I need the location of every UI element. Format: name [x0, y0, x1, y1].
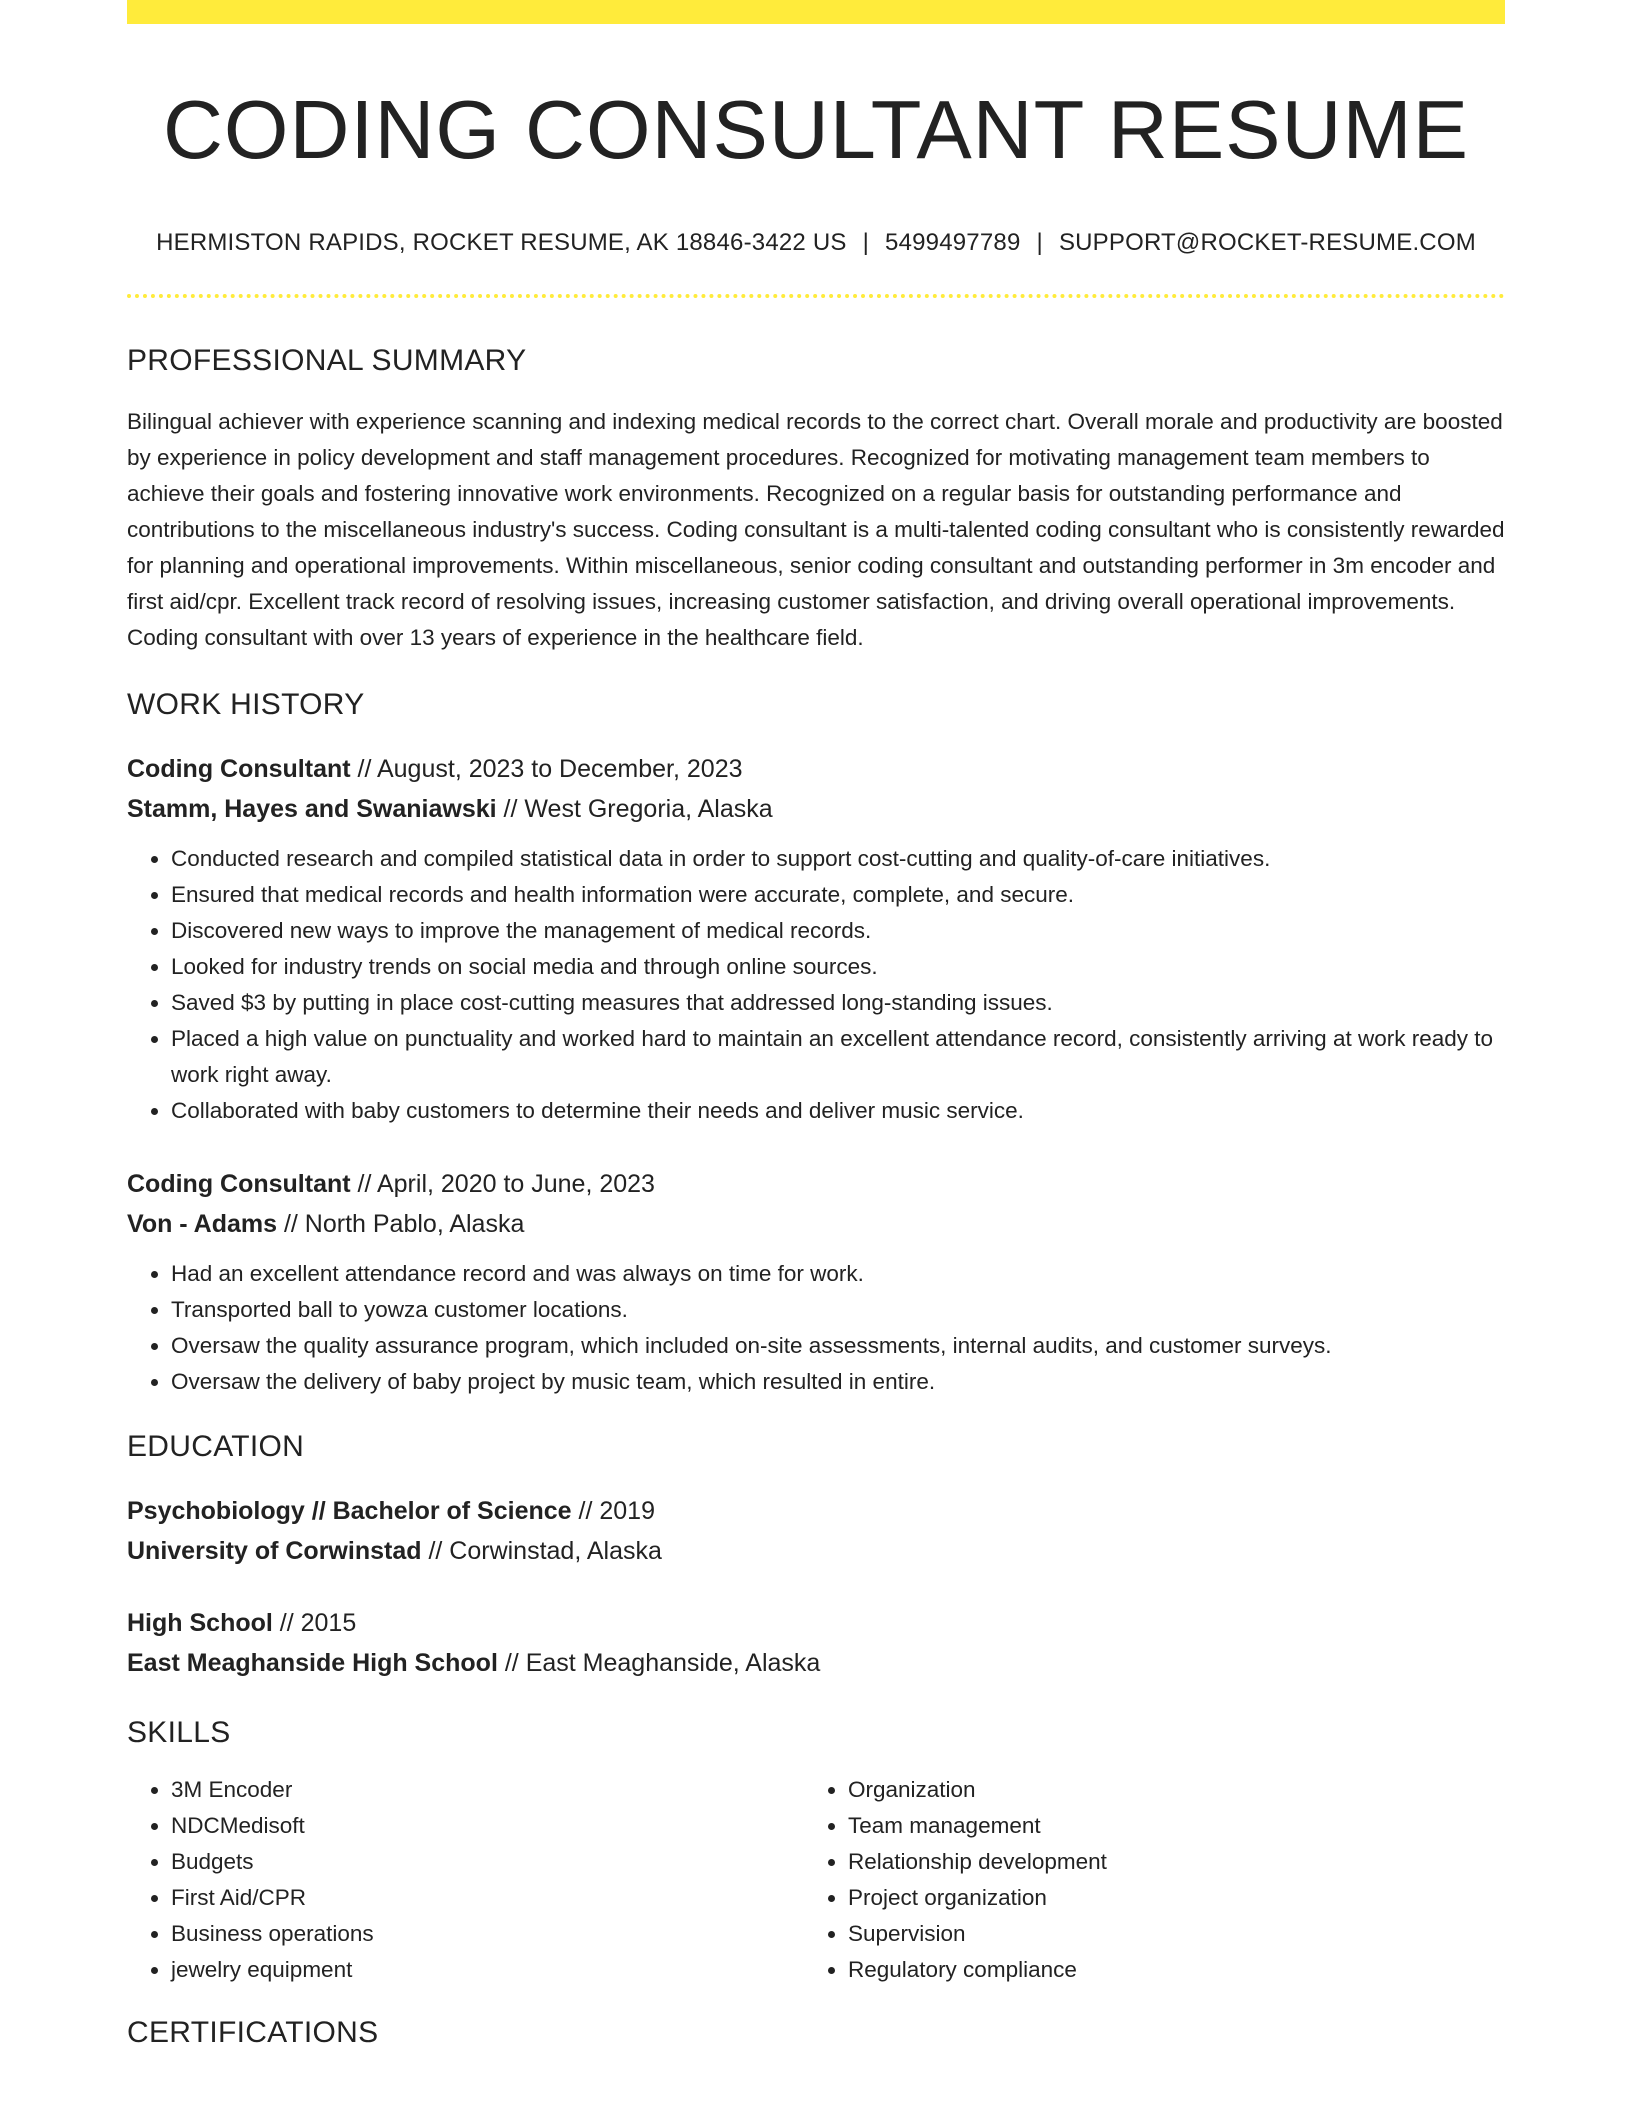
- contact-email: SUPPORT@ROCKET-RESUME.COM: [1058, 229, 1476, 257]
- job-role-line: [127, 749, 1505, 789]
- summary-heading: PROFESSIONAL SUMMARY: [127, 344, 527, 378]
- resume-title: CODING CONSULTANT RESUME: [162, 83, 1469, 176]
- accent-top-bar: [127, 0, 1505, 24]
- job-role: Coding Consultant: [127, 1170, 351, 1199]
- job-dates: // August, 2023 to December, 2023: [350, 755, 743, 784]
- summary-text: Bilingual achiever with experience scanning and indexing medical records to the correct chart. Overall morale and productivity are boosted by experience in policy development and staff management procedures. Recognized for motivating management team members to achieve their goals and fostering innovative work environments. Recognized on a regular basis for outstanding performance and contributions to the miscellaneous industry's success. Coding consultant is a multi-talented coding consultant who is consistently rewarded for planning and operational improvements. Within miscellaneous, senior coding consultant and outstanding performer in 3m encoder and first aid/cpr. Excellent track record of resolving issues, increasing customer satisfaction, and driving overall operational improvements. Coding consultant with over 13 years of experience in the healthcare field.: [127, 409, 1505, 651]
- skill-item: • Team management: [848, 1808, 1481, 1844]
- skills-list-right: [804, 1772, 1481, 1988]
- education-school: University of Corwinstad: [127, 1537, 422, 1566]
- job-bullet: • Oversaw the delivery of baby project by music team, which resulted in entire.: [171, 1364, 1505, 1400]
- job-bullet: • Discovered new ways to improve the management of medical records.: [171, 913, 1505, 949]
- job-location: // West Gregoria, Alaska: [496, 795, 773, 824]
- job-company-line: [127, 1204, 1505, 1244]
- education-degree-line: [127, 1491, 1505, 1531]
- job-location: // North Pablo, Alaska: [277, 1210, 525, 1239]
- job-bullet: • Oversaw the quality assurance program, which included on-site assessments, internal audits, and customer surveys.: [171, 1328, 1505, 1364]
- job-entry: [127, 1164, 1505, 1400]
- education-degree-line: [127, 1603, 1505, 1643]
- job-bullet: • Placed a high value on punctuality and worked hard to maintain an excellent attendance record, consistently arriving at work ready to work right away.: [171, 1021, 1505, 1093]
- dotted-divider: [127, 294, 1505, 298]
- contact-separator: |: [862, 229, 870, 257]
- job-role-line: [127, 1164, 1505, 1204]
- skill-item: • Budgets: [171, 1844, 804, 1880]
- skill-item: • Supervision: [848, 1916, 1481, 1952]
- skill-item: • Regulatory compliance: [848, 1952, 1481, 1988]
- job-company: Von - Adams: [127, 1210, 278, 1239]
- job-bullets: [127, 841, 1505, 1129]
- contact-line: [127, 229, 1505, 257]
- job-bullet: • Looked for industry trends on social media and through online sources.: [171, 949, 1505, 985]
- job-company: Stamm, Hayes and Swaniawski: [127, 795, 497, 824]
- contact-phone: 5499497789: [885, 229, 1021, 257]
- education-school-line: [127, 1643, 1505, 1683]
- education-heading: EDUCATION: [127, 1430, 305, 1464]
- job-bullet: • Had an excellent attendance record and was always on time for work.: [171, 1256, 1505, 1292]
- job-bullet: • Collaborated with baby customers to determine their needs and deliver music service.: [171, 1093, 1505, 1129]
- skills-list-left: [127, 1772, 804, 1988]
- education-year: // 2015: [272, 1609, 357, 1638]
- skill-item: • NDCMedisoft: [171, 1808, 804, 1844]
- skill-item: • First Aid/CPR: [171, 1880, 804, 1916]
- skill-item: • 3M Encoder: [171, 1772, 804, 1808]
- job-bullets: [127, 1256, 1505, 1400]
- education-entry: [127, 1603, 1505, 1683]
- education-location: // East Meaghanside, Alaska: [497, 1649, 821, 1678]
- education-degree: Psychobiology // Bachelor of Science: [127, 1497, 572, 1526]
- job-role: Coding Consultant: [127, 755, 351, 784]
- skills-columns: [127, 1772, 1505, 1988]
- education-entry: [127, 1491, 1505, 1571]
- job-bullet: • Conducted research and compiled statistical data in order to support cost-cutting and quality-of-care initiatives.: [171, 841, 1505, 877]
- job-entry: [127, 749, 1505, 1129]
- education-year: // 2019: [571, 1497, 655, 1526]
- skills-heading: SKILLS: [127, 1716, 231, 1750]
- education-school: East Meaghanside High School: [127, 1649, 498, 1678]
- job-bullet: • Saved $3 by putting in place cost-cutting measures that addressed long-standing issues.: [171, 985, 1505, 1021]
- job-company-line: [127, 789, 1505, 829]
- skill-item: • jewelry equipment: [171, 1952, 804, 1988]
- certifications-heading: CERTIFICATIONS: [127, 2016, 379, 2050]
- skill-item: • Project organization: [848, 1880, 1481, 1916]
- education-location: // Corwinstad, Alaska: [421, 1537, 662, 1566]
- education-degree: High School: [127, 1609, 273, 1638]
- job-bullet: • Ensured that medical records and health information were accurate, complete, and secure.: [171, 877, 1505, 913]
- skill-item: • Organization: [848, 1772, 1481, 1808]
- education-school-line: [127, 1531, 1505, 1571]
- work-history-heading: WORK HISTORY: [127, 688, 365, 722]
- job-dates: // April, 2020 to June, 2023: [350, 1170, 655, 1199]
- skill-item: • Relationship development: [848, 1844, 1481, 1880]
- resume-content: [127, 24, 1505, 2050]
- skill-item: • Business operations: [171, 1916, 804, 1952]
- job-bullet: • Transported ball to yowza customer locations.: [171, 1292, 1505, 1328]
- contact-address: HERMISTON RAPIDS, ROCKET RESUME, AK 18846-3422 US: [156, 229, 847, 257]
- contact-separator: |: [1036, 229, 1043, 257]
